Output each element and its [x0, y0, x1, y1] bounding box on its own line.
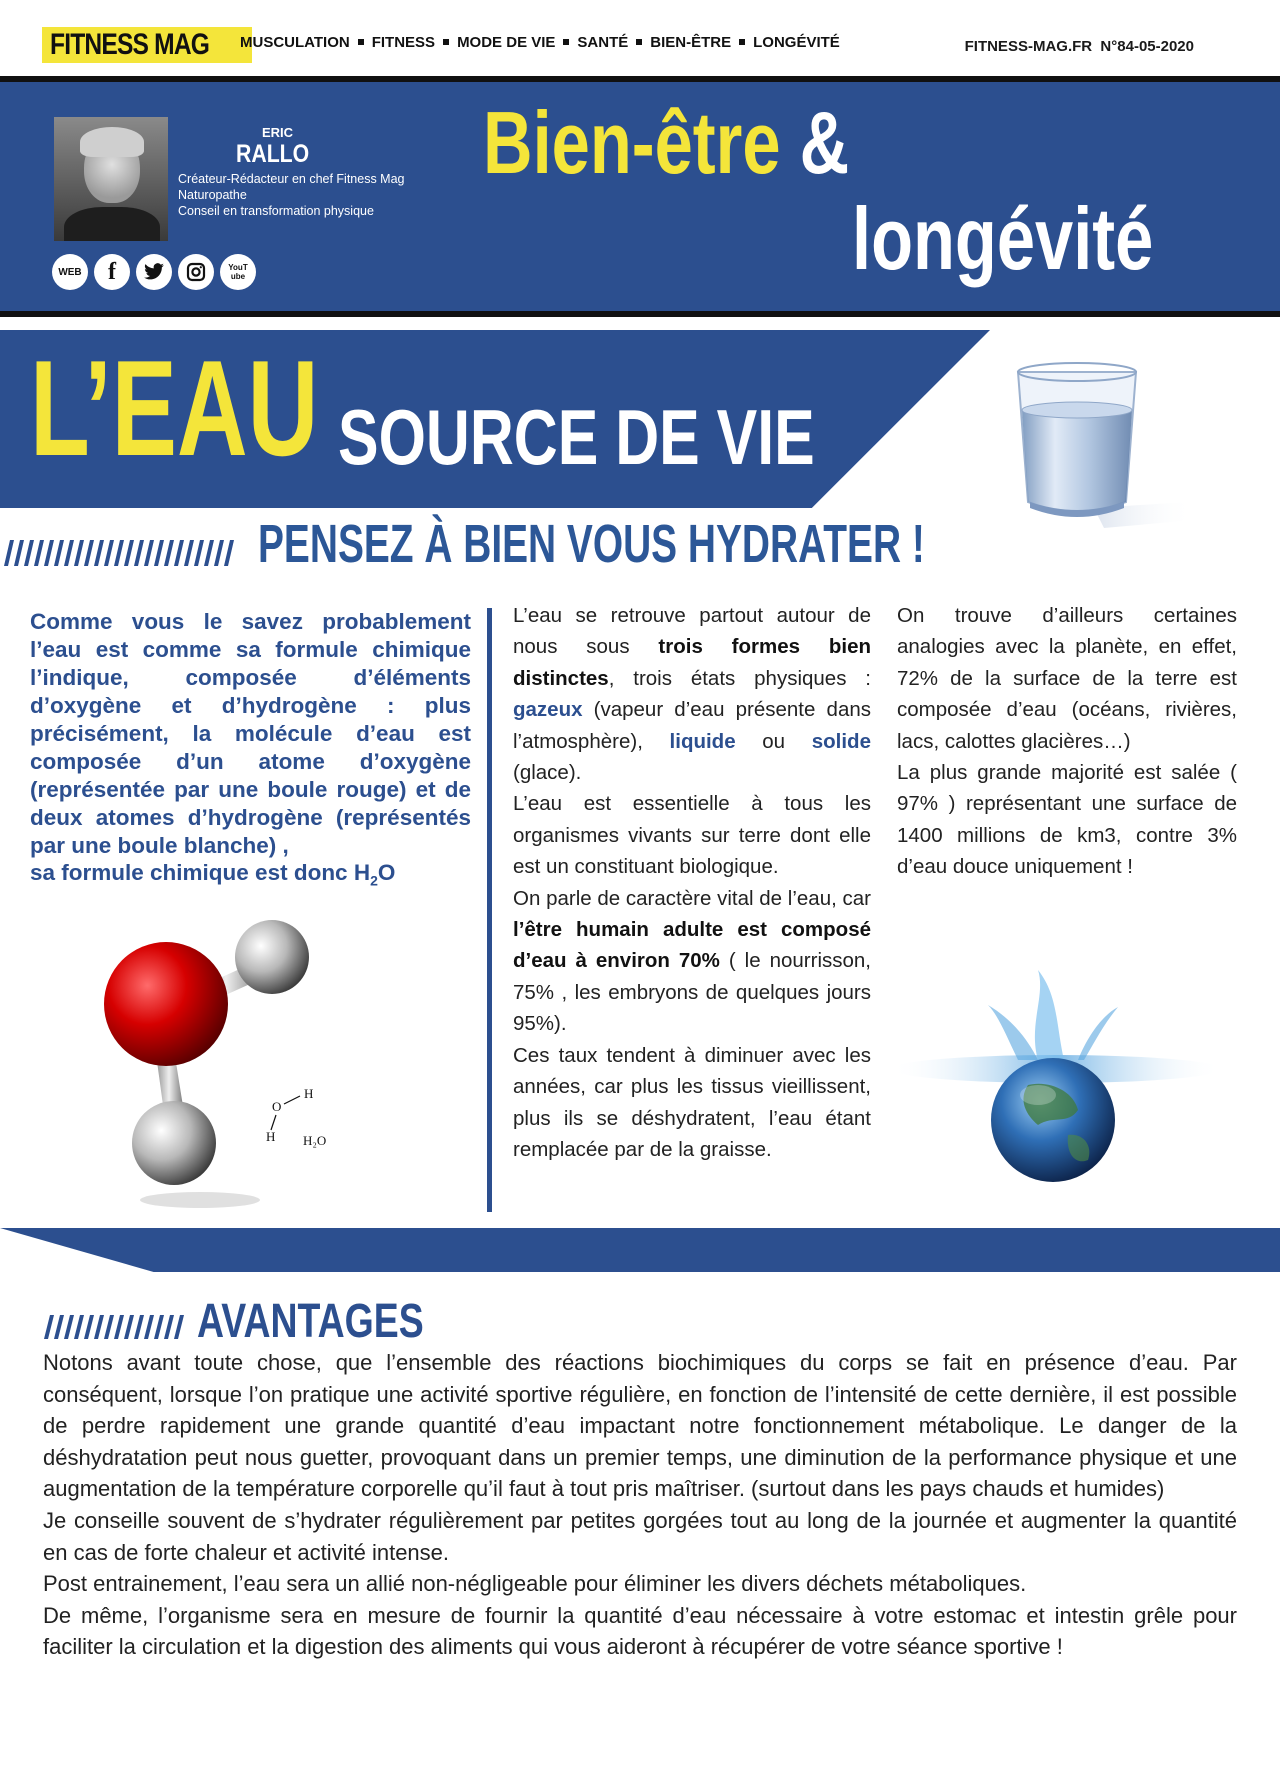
author-photo	[54, 117, 168, 241]
column-title-line-2: longévité	[852, 189, 1154, 288]
author-first-name: ERIC	[262, 125, 294, 140]
fitness-mag-logo[interactable]: FITNESS MAG	[42, 27, 252, 63]
col3-paragraph-2: La plus grande majorité est salée ( 97% ) représentant une surface de 1400 millions de km3, contre 3% d’eau douce uniquement !	[897, 761, 1237, 879]
stripes-decoration	[0, 540, 240, 568]
youtube-icon[interactable]: YouTube	[220, 254, 256, 290]
avantages-body	[43, 1347, 1237, 1663]
nav-mode-de-vie[interactable]: MODE DE VIE	[457, 34, 556, 51]
col2-paragraph-4: Ces taux tendent à diminuer avec les années, car plus les tissus vieillissent, plus ils se déshydratent, l’eau étant remplacée par de la graisse.	[513, 1043, 871, 1161]
top-bar	[0, 0, 1280, 76]
lead-paragraph-end: sa formule chimique est donc $H_2O$	[30, 860, 396, 889]
molecule-formula: H₂O	[303, 1133, 327, 1148]
water-molecule-image	[90, 915, 390, 1215]
author-role-1: Créateur-Rédacteur en chef Fitness Mag	[178, 172, 405, 186]
twitter-icon[interactable]	[136, 254, 172, 290]
column-2	[513, 600, 871, 1165]
col2-paragraph-1: L’eau se retrouve partout autour de nous sous trois formes bien distinctes, trois états physiques : gazeux (vapeur d’eau présente dans l’atmosphère), liquide ou solide (glace).	[513, 604, 871, 785]
earth-splash-image	[888, 965, 1228, 1185]
banner-rule	[0, 311, 1280, 317]
molecule-label-o: O	[272, 1099, 282, 1114]
article-subhead: PENSEZ À BIEN VOUS HYDRATER !	[258, 514, 925, 574]
facebook-icon[interactable]: f	[94, 254, 130, 290]
col3-paragraph-1: On trouve d’ailleurs certaines analogies avec la planète, en effet, 72% de la surface de la terre est composée d’eau (océans, rivières, lacs, calottes glacières…)	[897, 604, 1237, 753]
section-nav	[240, 34, 840, 51]
author-role-2: Naturopathe	[178, 188, 247, 202]
avantages-paragraph-3: Post entrainement, l’eau sera un allié non-négligeable pour éliminer les divers déchets métaboliques.	[43, 1571, 1027, 1597]
column-divider	[487, 608, 492, 1212]
water-glass-image	[1008, 352, 1198, 532]
nav-longevite[interactable]: LONGÉVITÉ	[753, 34, 840, 51]
social-links	[52, 254, 256, 290]
avantages-paragraph-2: Je conseille souvent de s’hydrater régulièrement par petites gorgées tout au long de la journée et augmenter la quantité en cas de forte chaleur et activité intense.	[43, 1507, 1237, 1565]
author-role-3: Conseil en transformation physique	[178, 204, 374, 218]
stripes-decoration-2	[40, 1315, 190, 1341]
avantages-paragraph-4: De même, l’organisme sera en mesure de fournir la quantité d’eau nécessaire à votre estomac et intestin grêle pour faciliter la circulation et la digestion des aliments qui vous aideront à récupérer de votre séance sportive !	[43, 1602, 1237, 1660]
avantages-paragraph-1: Notons avant toute chose, que l’ensemble des réactions biochimiques du corps se fait en présence d’eau. Par conséquent, lorsque l’on pratique une activité sportive régulière, en fonction de l’intensité de cette dernière, il est possible de perdre rapidement une grande quantité d’eau impactant notre fonctionnement métabolique. Le danger de la déshydratation peut nous guetter, provoquant dans un premier temps, une diminution de la performance physique et une augmentation de la température corporelle qu’il faut à tout pris maîtriser. (surtout dans les pays chauds et humides)	[43, 1350, 1237, 1502]
hero-title: L’EAU	[30, 332, 319, 484]
nav-sante[interactable]: SANTÉ	[577, 34, 629, 51]
section-separator	[0, 1228, 1280, 1272]
molecule-label-h-bottom: H	[266, 1129, 276, 1144]
hero-subtitle: SOURCE DE VIE	[338, 393, 815, 481]
web-icon[interactable]: WEB	[52, 254, 88, 290]
nav-bien-etre[interactable]: BIEN-ÊTRE	[650, 34, 732, 51]
nav-musculation[interactable]: MUSCULATION	[240, 34, 350, 51]
molecule-label-h-top: H	[304, 1086, 314, 1101]
col2-paragraph-3: On parle de caractère vital de l’eau, car l’être humain adulte est composé d’eau à environ 70% ( le nourrisson, 75% , les embryons de quelques jours 95%).	[513, 886, 872, 1036]
lead-paragraph: Comme vous le savez probablement l’eau est comme sa formule chimique l’indique, composée d’éléments d’oxygène et d’hydrogène : plus précisément, la molécule d’eau est composée d’un atome d’oxygène (représentée par une boule rouge) et de deux atomes d’hydrogène (représentés par une boule blanche) ,	[30, 609, 471, 858]
col2-paragraph-2: L’eau est essentielle à tous les organismes vivants sur terre dont elle est un constituant biologique.	[513, 792, 871, 879]
nav-fitness[interactable]: FITNESS	[371, 34, 436, 51]
author-last-name: RALLO	[236, 140, 310, 168]
section-title-avantages: AVANTAGES	[197, 1295, 424, 1348]
column-3	[897, 600, 1237, 883]
issue-number: FITNESS-MAG.FR N°84-05-2020	[964, 38, 1194, 55]
column-title-line-1: Bien-être &	[483, 93, 850, 192]
instagram-icon[interactable]	[178, 254, 214, 290]
